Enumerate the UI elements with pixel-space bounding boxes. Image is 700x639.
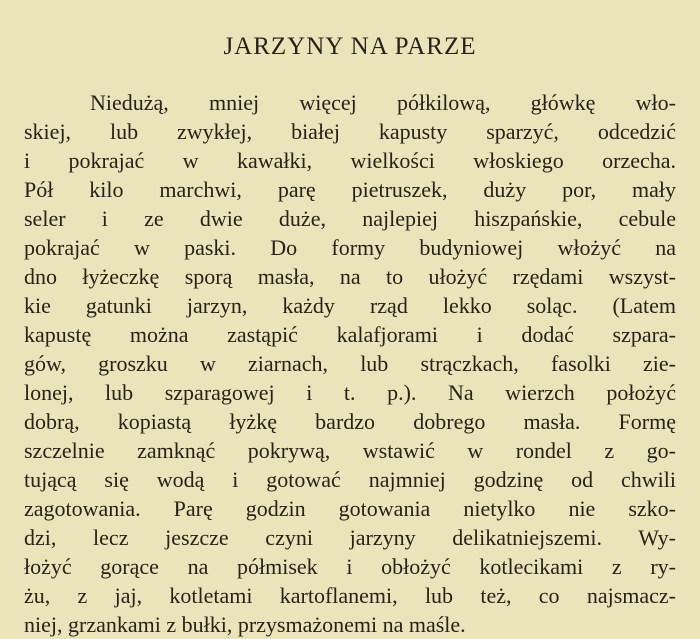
recipe-title: JARZYNY NA PARZE	[223, 33, 477, 60]
paragraph-line: pokrajać w paski. Do formy budyniowej włożyć na	[24, 235, 676, 260]
paragraph-line: seler i ze dwie duże, najlepiej hiszpańskie, cebule	[24, 206, 676, 231]
paragraph-line: Pół kilo marchwi, parę pietruszek, duży por, mały	[24, 177, 676, 202]
paragraph-line: żu, z jaj, kotletami kartoflanemi, lub też, co najsmacz-	[24, 583, 676, 608]
paragraph-line: dno łyżeczkę sporą masła, na to ułożyć rzędami wszyst-	[24, 264, 676, 289]
paragraph-line: tującą się wodą i gotować najmniej godzinę od chwili	[24, 467, 676, 492]
paragraph-line: dzi, lecz jeszcze czyni jarzyny delikatniejszemi. Wy-	[24, 525, 676, 550]
paragraph-line: niej, grzankami z bułki, przysmażonemi na maśle.	[24, 612, 466, 637]
paragraph-line: gów, groszku w ziarnach, lub strączkach, fasolki zie-	[24, 351, 676, 376]
paragraph-line: skiej, lub zwykłej, białej kapusty sparzyć, odcedzić	[24, 119, 676, 144]
paragraph-line: i pokrajać w kawałki, wielkości włoskiego orzecha.	[24, 148, 676, 173]
paragraph-line: kapustę można zastąpić kalafjorami i dodać szpara-	[24, 322, 676, 347]
paragraph-line: lonej, lub szparagowej i t. p.). Na wierzch położyć	[24, 380, 676, 405]
paragraph-line: szczelnie zamknąć pokrywą, wstawić w rondel z go-	[24, 438, 676, 463]
recipe-paragraph	[24, 88, 676, 639]
paragraph-line: dobrą, kopiastą łyżkę bardzo dobrego masła. Formę	[24, 409, 676, 434]
paragraph-line: łożyć gorące na półmisek i obłożyć kotlecikami z ry-	[24, 554, 676, 579]
paragraph-line: kie gatunki jarzyn, każdy rząd lekko soląc. (Latem	[24, 293, 676, 318]
paragraph-line: zagotowania. Parę godzin gotowania nietylko nie szko-	[24, 496, 676, 521]
paragraph-line: Niedużą, mniej więcej półkilową, główkę wło-	[90, 90, 676, 115]
